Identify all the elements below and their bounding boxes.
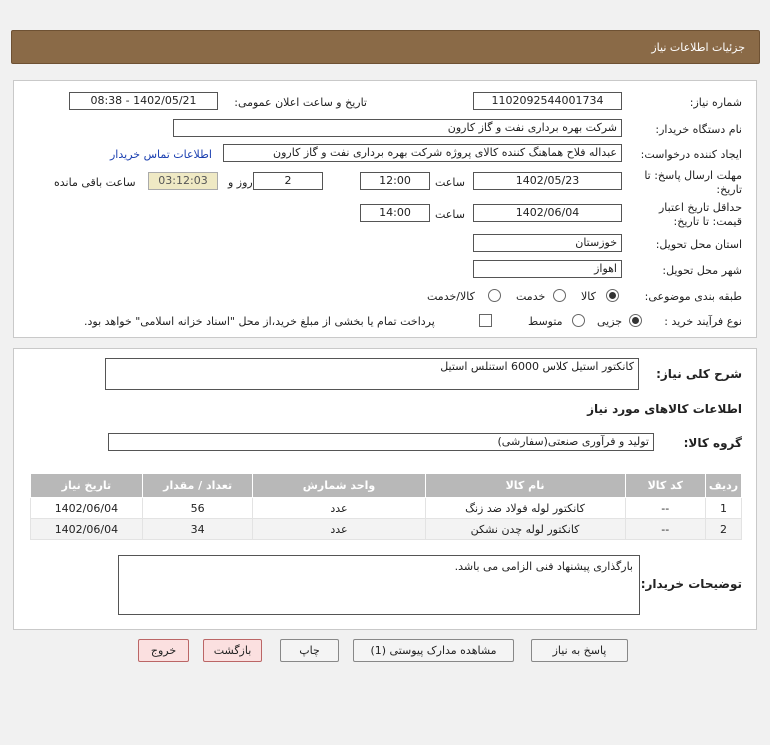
purchase-minor-label: جزیی (597, 315, 623, 328)
cell-date: 1402/06/04 (31, 519, 143, 540)
cell-code: -- (625, 498, 705, 519)
page-title: جزئیات اطلاعات نیاز (651, 41, 745, 54)
category-radio-goods[interactable] (606, 289, 619, 302)
need-description-field: کانکتور استیل کلاس 6000 استنلس استیل (105, 358, 639, 390)
cell-name: کانکتور لوله چدن نشکن (425, 519, 625, 540)
province-field: خوزستان (473, 234, 622, 252)
cell-unit: عدد (253, 519, 425, 540)
validity-time-field: 14:00 (360, 204, 430, 222)
deadline-label: مهلت ارسال پاسخ: تا (644, 169, 742, 182)
province-label: استان محل تحویل: (655, 238, 742, 251)
days-label: روز و (228, 176, 253, 189)
goods-table (30, 473, 742, 540)
table-header-row (31, 474, 742, 498)
goods-group-field: تولید و فرآوری صنعتی(سفارشی) (108, 433, 654, 451)
reply-button[interactable]: پاسخ به نیاز (531, 639, 628, 662)
deadline-time-label: ساعت (435, 176, 465, 189)
cell-row: 1 (706, 498, 742, 519)
announce-label: تاریخ و ساعت اعلان عمومی: (234, 96, 367, 109)
col-code: کد کالا (625, 474, 705, 498)
category-label: طبقه بندی موضوعی: (644, 290, 742, 303)
cell-qty: 56 (142, 498, 253, 519)
validity-time-label: ساعت (435, 208, 465, 221)
need-number-field: 1102092544001734 (473, 92, 622, 110)
cell-qty: 34 (142, 519, 253, 540)
buyer-notes-label: توضیحات خریدار: (640, 577, 742, 591)
col-row: ردیف (706, 474, 742, 498)
col-unit: واحد شمارش (253, 474, 425, 498)
cell-unit: عدد (253, 498, 425, 519)
need-description-label: شرح کلی نیاز: (656, 367, 742, 381)
table-row (31, 498, 742, 519)
goods-info-title: اطلاعات کالاهای مورد نیاز (587, 402, 742, 416)
cell-code: -- (625, 519, 705, 540)
buyer-org-field: شرکت بهره برداری نفت و گاز کارون (173, 119, 622, 137)
view-attachments-button[interactable]: مشاهده مدارک پیوستی (1) (353, 639, 514, 662)
exit-button[interactable]: خروج (138, 639, 189, 662)
buyer-notes-field: بارگذاری پیشنهاد فنی الزامی می باشد. (118, 555, 640, 615)
buyer-contact-link[interactable]: اطلاعات تماس خریدار (110, 148, 212, 161)
category-radio-service[interactable] (553, 289, 566, 302)
col-qty: تعداد / مقدار (142, 474, 253, 498)
remaining-label: ساعت باقی مانده (54, 176, 136, 189)
deadline-label-2: تاریخ: (716, 183, 742, 196)
purchase-medium-label: متوسط (528, 315, 563, 328)
table-row (31, 519, 742, 540)
col-name: نام کالا (425, 474, 625, 498)
deadline-time-field: 12:00 (360, 172, 430, 190)
validity-date-field: 1402/06/04 (473, 204, 622, 222)
validity-label-2: قیمت: تا تاریخ: (673, 215, 742, 228)
purchase-type-label: نوع فرآیند خرید : (664, 315, 742, 328)
category-service-label: خدمت (516, 290, 546, 303)
treasury-note: پرداخت تمام یا بخشی از مبلغ خرید،از محل "اسناد خزانه اسلامی" خواهد بود. (84, 315, 435, 328)
category-radio-goods-service[interactable] (488, 289, 501, 302)
creator-label: ایجاد کننده درخواست: (640, 148, 742, 161)
page-header (11, 30, 760, 64)
category-goods-service-label: کالا/خدمت (427, 290, 475, 303)
goods-group-label: گروه کالا: (683, 436, 742, 450)
creator-field: عبداله فلاح هماهنگ کننده کالای پروژه شرکت بهره برداری نفت و گاز کارون (223, 144, 622, 162)
need-number-label: شماره نیاز: (689, 96, 742, 109)
col-date: تاریخ نیاز (31, 474, 143, 498)
print-button[interactable]: چاپ (280, 639, 339, 662)
cell-row: 2 (706, 519, 742, 540)
treasury-checkbox[interactable] (479, 314, 492, 327)
deadline-date-field: 1402/05/23 (473, 172, 622, 190)
remaining-time-field: 03:12:03 (148, 172, 218, 190)
purchase-radio-medium[interactable] (572, 314, 585, 327)
cell-date: 1402/06/04 (31, 498, 143, 519)
days-field: 2 (253, 172, 323, 190)
cell-name: کانکتور لوله فولاد ضد زنگ (425, 498, 625, 519)
validity-label: حداقل تاریخ اعتبار (658, 201, 742, 214)
purchase-radio-minor[interactable] (629, 314, 642, 327)
category-goods-label: کالا (581, 290, 596, 303)
buyer-org-label: نام دستگاه خریدار: (655, 123, 742, 136)
back-button[interactable]: بازگشت (203, 639, 262, 662)
city-label: شهر محل تحویل: (662, 264, 742, 277)
city-field: اهواز (473, 260, 622, 278)
announce-field: 1402/05/21 - 08:38 (69, 92, 218, 110)
